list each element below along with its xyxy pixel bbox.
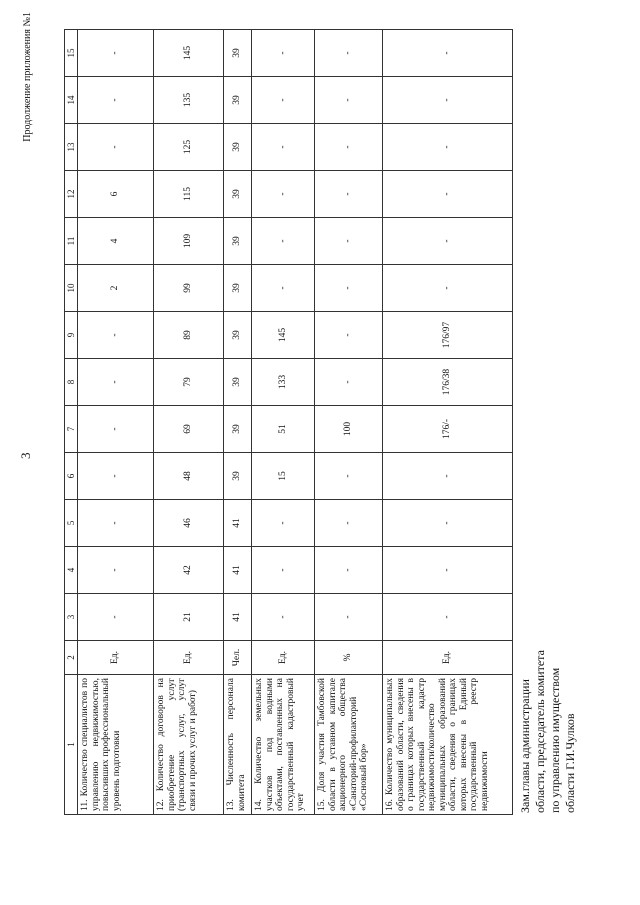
value-cell: -	[383, 171, 513, 218]
value-cell: 39	[224, 30, 252, 77]
value-cell: -	[315, 359, 383, 406]
value-cell: 41	[224, 500, 252, 547]
value-cell: 42	[154, 547, 224, 594]
value-cell: -	[78, 453, 154, 500]
value-cell: 145	[252, 312, 315, 359]
value-cell: 125	[154, 124, 224, 171]
column-header: 5	[65, 500, 78, 547]
unit-cell: %	[315, 641, 383, 675]
value-cell: 100	[315, 406, 383, 453]
column-header: 11	[65, 218, 78, 265]
value-cell: -	[78, 406, 154, 453]
value-cell: -	[383, 594, 513, 641]
value-cell: -	[252, 124, 315, 171]
column-header: 13	[65, 124, 78, 171]
value-cell: -	[315, 77, 383, 124]
signature-line: области Г.И.Чулков	[563, 713, 577, 813]
value-cell: -	[315, 218, 383, 265]
value-cell: 89	[154, 312, 224, 359]
value-cell: -	[315, 124, 383, 171]
value-cell: -	[315, 453, 383, 500]
value-cell: 39	[224, 124, 252, 171]
value-cell: 39	[224, 406, 252, 453]
value-cell: -	[252, 77, 315, 124]
value-cell: -	[315, 547, 383, 594]
value-cell: -	[383, 453, 513, 500]
column-header: 14	[65, 77, 78, 124]
value-cell: 4	[78, 218, 154, 265]
value-cell: 99	[154, 265, 224, 312]
indicator-name: 14. Количество земельных участков под водными объектами, поставленных на государственный кадастровый учет	[252, 675, 315, 815]
table-row	[224, 30, 252, 815]
value-cell: -	[383, 124, 513, 171]
value-cell: -	[383, 30, 513, 77]
value-cell: -	[315, 265, 383, 312]
value-cell: 21	[154, 594, 224, 641]
value-cell: -	[78, 594, 154, 641]
value-cell: -	[252, 265, 315, 312]
value-cell: 135	[154, 77, 224, 124]
value-cell: -	[383, 500, 513, 547]
column-header: 9	[65, 312, 78, 359]
value-cell: 46	[154, 500, 224, 547]
value-cell: 48	[154, 453, 224, 500]
value-cell: -	[78, 500, 154, 547]
indicator-name: 15. Доля участия Тамбовской области в уставном капитале акционерного общества «Санаторий-профилакторий «Сосновый бор»	[315, 675, 383, 815]
value-cell: -	[252, 30, 315, 77]
value-cell: -	[315, 500, 383, 547]
value-cell: 39	[224, 77, 252, 124]
value-cell: -	[78, 547, 154, 594]
value-cell: -	[78, 359, 154, 406]
header-row	[65, 30, 78, 815]
unit-cell: Ед.	[252, 641, 315, 675]
value-cell: 39	[224, 265, 252, 312]
value-cell: -	[252, 500, 315, 547]
value-cell: -	[78, 30, 154, 77]
value-cell: -	[78, 312, 154, 359]
column-header: 3	[65, 594, 78, 641]
column-header: 12	[65, 171, 78, 218]
value-cell: -	[315, 312, 383, 359]
value-cell: 176/-	[383, 406, 513, 453]
value-cell: -	[252, 594, 315, 641]
page-number: 3	[18, 452, 33, 459]
value-cell: 41	[224, 594, 252, 641]
column-header: 2	[65, 641, 78, 675]
table-row	[383, 30, 513, 815]
column-header: 1	[65, 675, 78, 815]
value-cell: 115	[154, 171, 224, 218]
value-cell: 39	[224, 312, 252, 359]
value-cell: 41	[224, 547, 252, 594]
value-cell: -	[383, 77, 513, 124]
value-cell: 51	[252, 406, 315, 453]
value-cell: -	[383, 547, 513, 594]
indicator-name: 13. Численность персонала комитета	[224, 675, 252, 815]
value-cell: -	[315, 30, 383, 77]
unit-cell: Ед.	[383, 641, 513, 675]
value-cell: 39	[224, 218, 252, 265]
value-cell: 176/97	[383, 312, 513, 359]
indicator-name: 12. Количество договоров на приобретение услуг (транспортных услуг, услуг связи и прочих услуг и работ)	[154, 675, 224, 815]
value-cell: 6	[78, 171, 154, 218]
value-cell: -	[252, 547, 315, 594]
value-cell: -	[78, 124, 154, 171]
table-row	[154, 30, 224, 815]
table-row	[78, 30, 154, 815]
value-cell: -	[252, 218, 315, 265]
signature-block	[518, 650, 578, 813]
unit-cell: Чел.	[224, 641, 252, 675]
column-header: 7	[65, 406, 78, 453]
signature-line: Зам.главы администрации	[518, 679, 532, 813]
value-cell: 133	[252, 359, 315, 406]
column-header: 8	[65, 359, 78, 406]
value-cell: 39	[224, 453, 252, 500]
value-cell: -	[383, 218, 513, 265]
unit-cell: Ед.	[78, 641, 154, 675]
data-table	[64, 29, 513, 815]
value-cell: 39	[224, 359, 252, 406]
signature-line: по управлению имуществом	[548, 667, 562, 813]
column-header: 10	[65, 265, 78, 312]
value-cell: -	[315, 594, 383, 641]
value-cell: 69	[154, 406, 224, 453]
value-cell: 79	[154, 359, 224, 406]
table-row	[315, 30, 383, 815]
continuation-note: Продолжение приложения №1	[22, 12, 33, 142]
value-cell: -	[78, 77, 154, 124]
value-cell: -	[383, 265, 513, 312]
table-row	[252, 30, 315, 815]
column-header: 15	[65, 30, 78, 77]
unit-cell: Ед.	[154, 641, 224, 675]
column-header: 4	[65, 547, 78, 594]
value-cell: 145	[154, 30, 224, 77]
column-header: 6	[65, 453, 78, 500]
indicator-name: 11. Количество специалистов по управлению недвижимостью, повысивших профессиональный уровень подготовки	[78, 675, 154, 815]
value-cell: -	[315, 171, 383, 218]
value-cell: 15	[252, 453, 315, 500]
value-cell: 109	[154, 218, 224, 265]
value-cell: -	[252, 171, 315, 218]
signature-line: области, председатель комитета	[533, 650, 547, 813]
value-cell: 2	[78, 265, 154, 312]
indicator-name: 16. Количество муниципальных образований области, сведения о границах которых внесены в государственный кадастр недвижимости/количество муниципальных образований области, сведения о границах которых внесены в Единый государственный реестр недвижимости	[383, 675, 513, 815]
value-cell: 39	[224, 171, 252, 218]
value-cell: 176/38	[383, 359, 513, 406]
